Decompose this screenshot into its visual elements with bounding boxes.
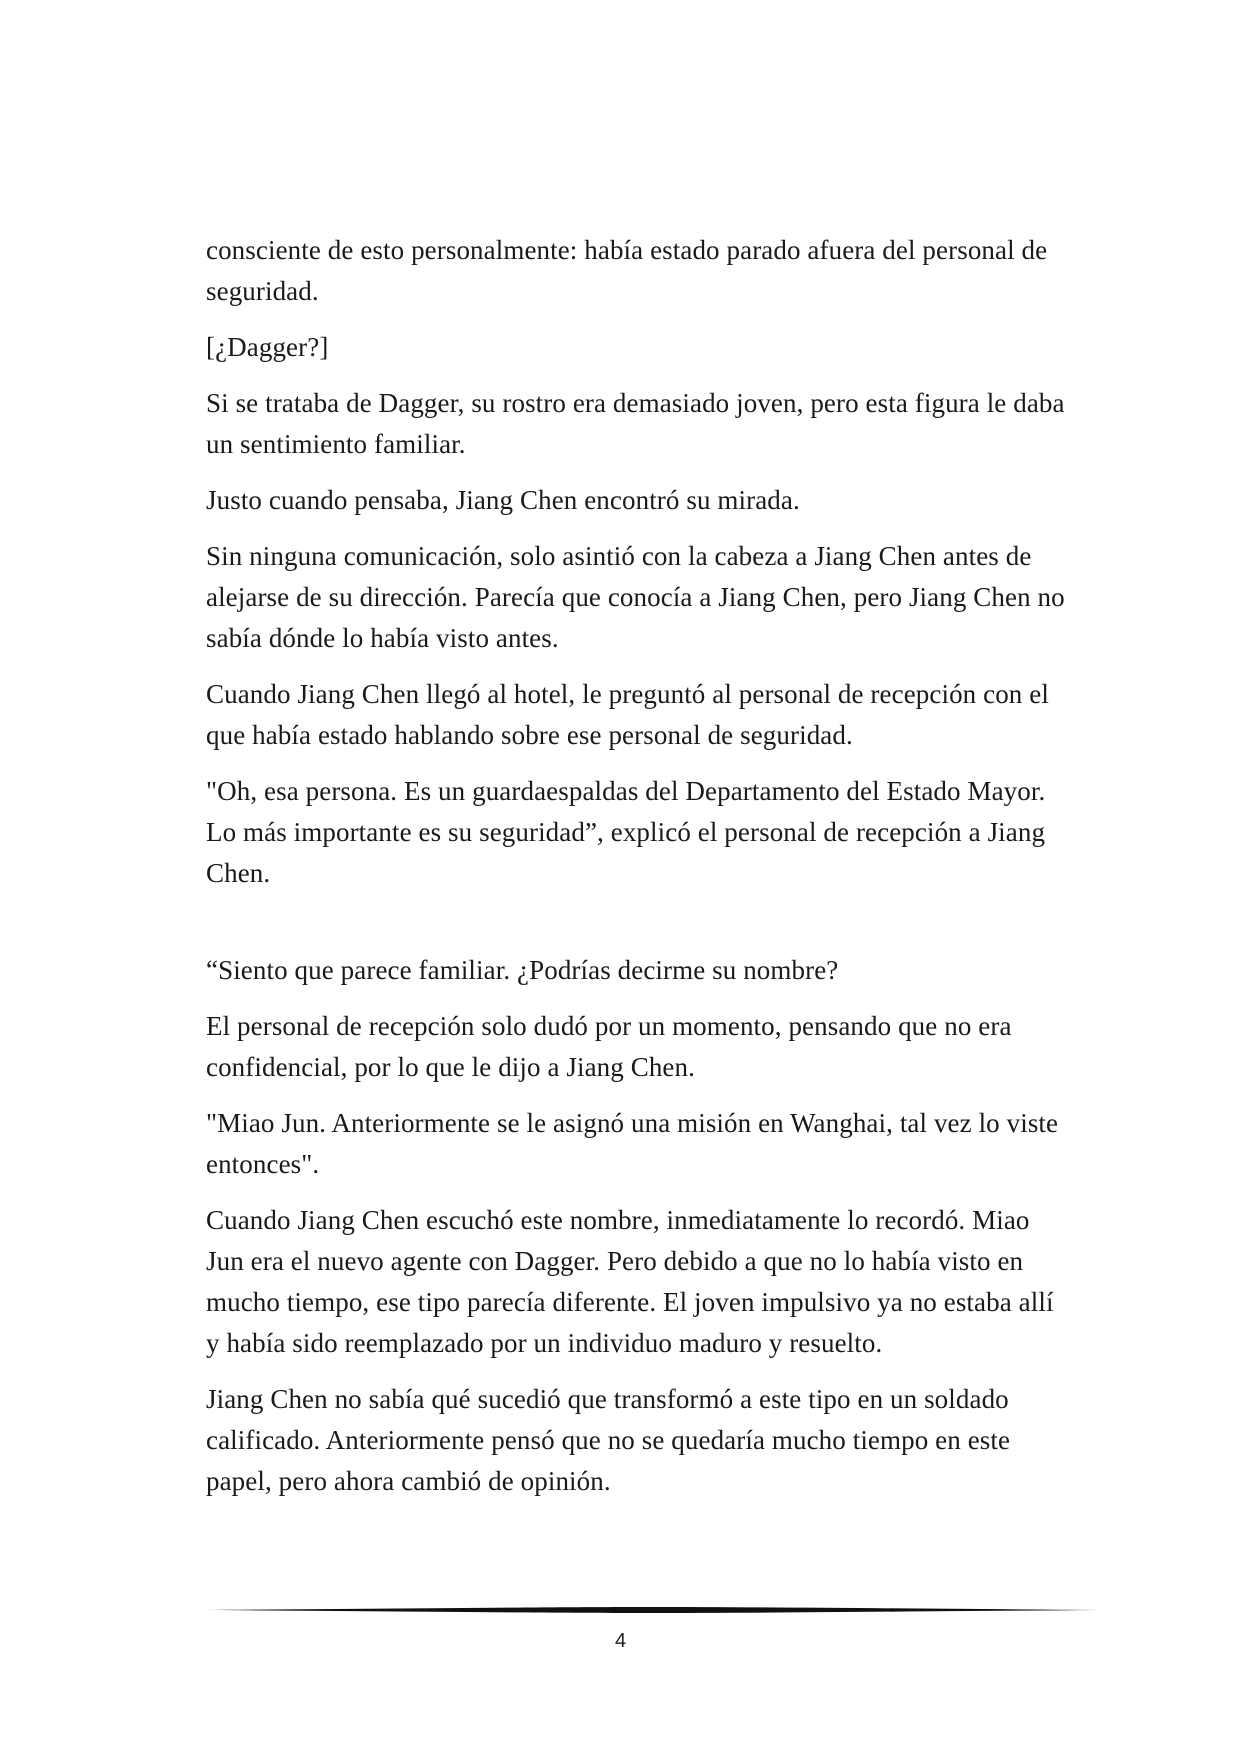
paragraph: Sin ninguna comunicación, solo asintió con la cabeza a Jiang Chen antes de alejarse de su dirección. Parecía que conocía a Jiang Chen, pero Jiang Chen no sabía dónde lo había visto antes. (206, 541, 1065, 653)
page-number: 4 (614, 1630, 627, 1652)
paragraph: El personal de recepción solo dudó por un momento, pensando que no era confidencial, por lo que le dijo a Jiang Chen. (206, 1011, 1012, 1082)
paragraph: "Miao Jun. Anteriormente se le asignó una misión en Wanghai, tal vez lo viste entonces". (206, 1108, 1059, 1179)
paragraph: Jiang Chen no sabía qué sucedió que transformó a este tipo en un soldado calificado. Anteriormente pensó que no se quedaría mucho tiempo en este papel, pero ahora cambió de opinión. (206, 1384, 1011, 1496)
paragraph: Justo cuando pensaba, Jiang Chen encontró su mirada. (206, 485, 800, 515)
paragraph: [¿Dagger?] (206, 332, 329, 362)
body-text (206, 230, 1066, 1517)
paragraph: consciente de esto personalmente: había estado parado afuera del personal de seguridad. (206, 235, 1048, 306)
paragraph: “Siento que parece familiar. ¿Podrías decirme su nombre? (206, 955, 839, 985)
paragraph: Si se trataba de Dagger, su rostro era demasiado joven, pero esta figura le daba un sentimiento familiar. (206, 388, 1065, 459)
footer-divider (206, 1606, 1101, 1614)
paragraph: Cuando Jiang Chen escuchó este nombre, inmediatamente lo recordó. Miao Jun era el nuevo agente con Dagger. Pero debido a que no lo había visto en mucho tiempo, ese tipo parecía diferente. El joven impulsivo ya no estaba allí y había sido reemplazado por un individuo maduro y resuelto. (206, 1205, 1054, 1358)
paragraph: "Oh, esa persona. Es un guardaespaldas del Departamento del Estado Mayor. Lo más importante es su seguridad”, explicó el personal de recepción a Jiang Chen. (206, 776, 1046, 888)
paragraph: Cuando Jiang Chen llegó al hotel, le preguntó al personal de recepción con el que había estado hablando sobre ese personal de seguridad. (206, 679, 1049, 750)
